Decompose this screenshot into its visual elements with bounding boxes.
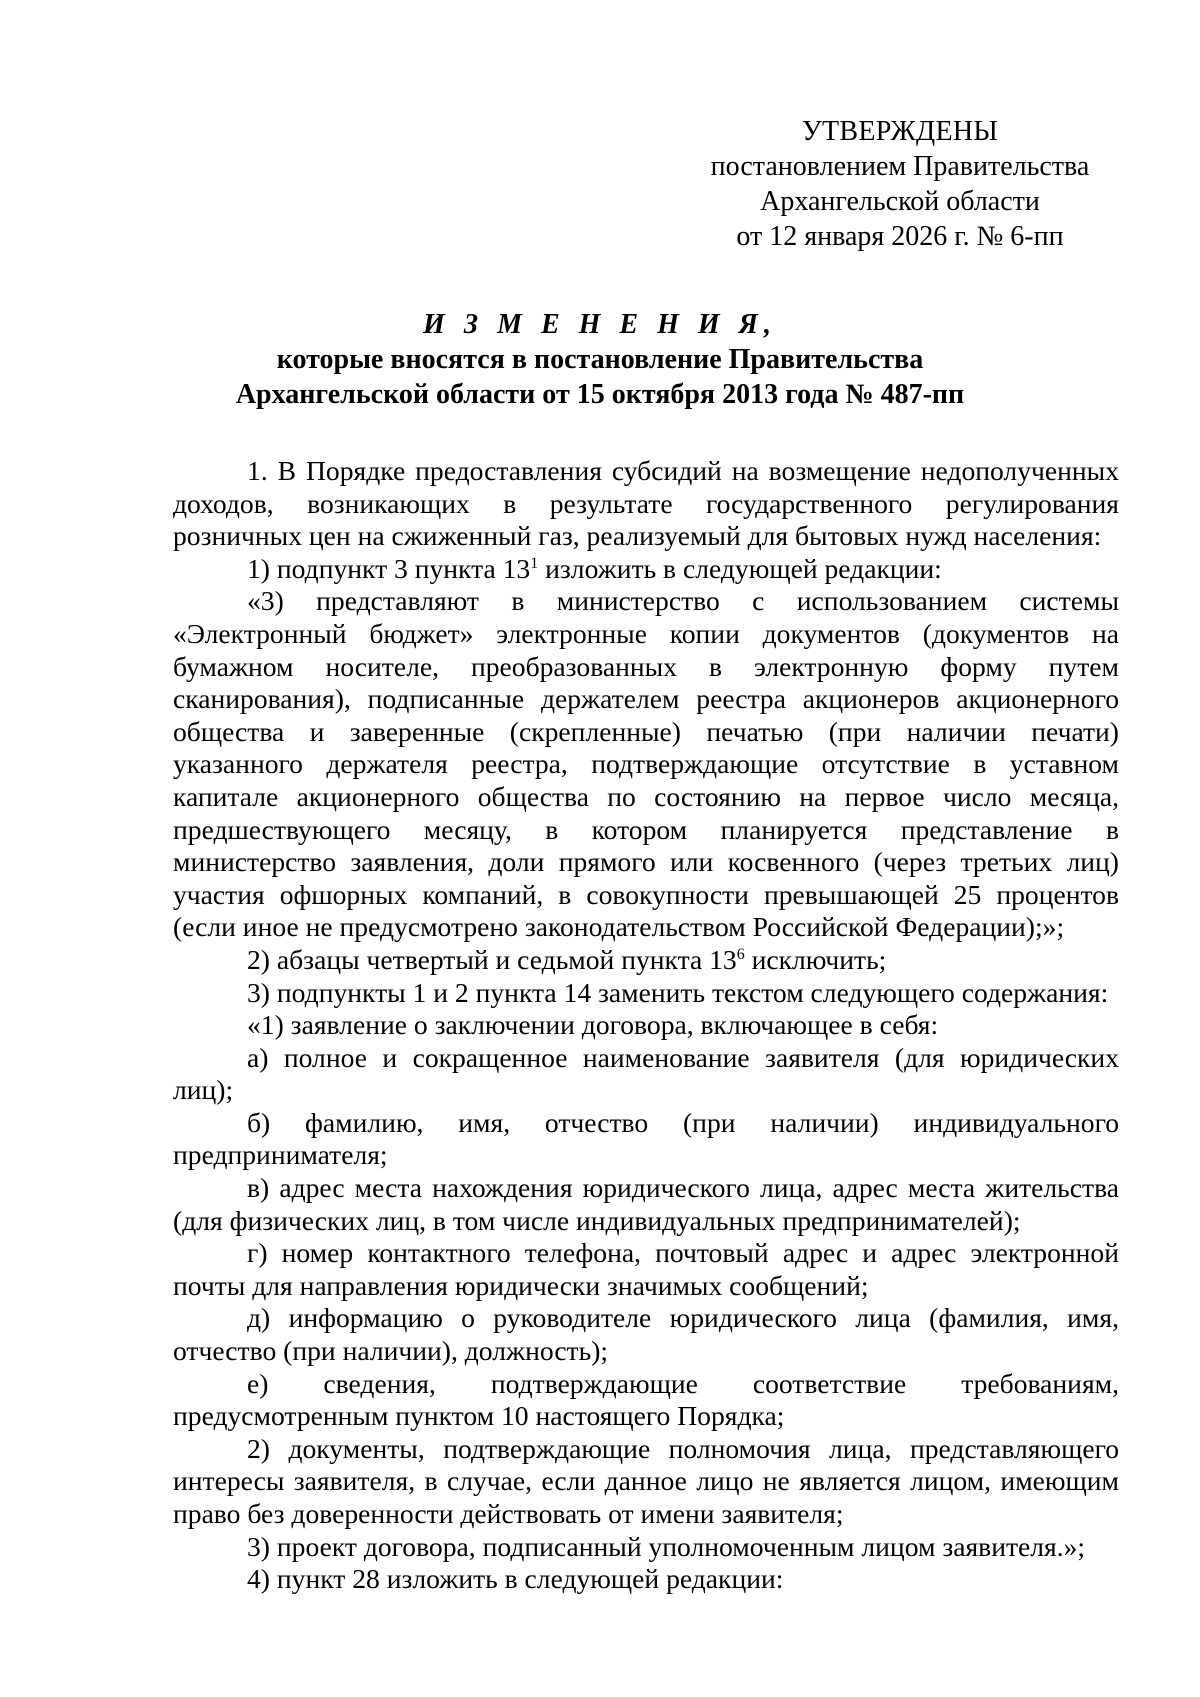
approval-line-authority: постановлением Правительства <box>710 151 1090 182</box>
document-title <box>100 307 1100 412</box>
paragraph-14: 3) проект договора, подписанный уполномоченным лицом заявителя.»; <box>247 1530 1086 1562</box>
paragraph-3: «3) представляют в министерство с использованием системы «Электронный бюджет» электронные копии документов (документов на бумажном носителе, преобразованных в электронную форму путем сканирования), подписанные держателем реестра акционеров акционерного общества и заверенные (скрепленные) печатью (при наличии печати) указанного держателя реестра, подтверждающие отсутствие в уставном капитале акционерного общества по состоянию на первое число месяца, предшествующего месяцу, в котором планируется представление в министерство заявления, доли прямого или косвенного (через третьих лиц) участия офшорных компаний, в совокупности превышающей 25 процентов (если иное не предусмотрено законодательством Российской Федерации);»; <box>173 585 1119 943</box>
approval-heading: УТВЕРЖДЕНЫ <box>801 116 999 147</box>
paragraph-2-text-start: 1) подпункт 3 пункта 13 <box>247 552 531 584</box>
paragraph-2 <box>173 553 1119 586</box>
paragraph-4-text-start: 2) абзацы четвертый и седьмой пункта 13 <box>247 943 737 975</box>
document-body <box>173 455 1119 1596</box>
paragraph-12: е) сведения, подтверждающие соответствие требованиям, предусмотренным пунктом 10 настоящего Порядка; <box>173 1367 1119 1432</box>
paragraph-2-superscript: 1 <box>530 554 539 572</box>
title-line-2: которые вносятся в постановление Правительства <box>276 344 924 375</box>
paragraph-8: б) фамилию, имя, отчество (при наличии) индивидуального предпринимателя; <box>173 1106 1119 1171</box>
approval-stamp <box>700 114 1100 254</box>
paragraph-10: г) номер контактного телефона, почтовый адрес и адрес электронной почты для направления юридически значимых сообщений; <box>173 1237 1119 1301</box>
title-line-3: Архангельской области от 15 октября 2013 года № 487-пп <box>235 379 965 410</box>
paragraph-5: 3) подпункты 1 и 2 пункта 14 заменить текстом следующего содержания: <box>247 976 1109 1008</box>
paragraph-15: 4) пункт 28 изложить в следующей редакции: <box>247 1563 784 1595</box>
paragraph-4 <box>173 944 1119 977</box>
approval-line-date: от 12 января 2026 г. № 6-пп <box>736 221 1064 252</box>
paragraph-1: 1. В Порядке предоставления субсидий на возмещение недополученных доходов, возникающих в результате государственного регулирования розничных цен на сжиженный газ, реализуемый для бытовых нужд населения: <box>173 455 1119 552</box>
paragraph-9: в) адрес места нахождения юридического лица, адрес места жительства (для физических лиц, в том числе индивидуальных предпринимателей); <box>173 1172 1119 1236</box>
title-heading: И З М Е Н Е Н И Я, <box>423 309 777 340</box>
paragraph-13: 2) документы, подтверждающие полномочия лица, представляющего интересы заявителя, в случае, если данное лицо не является лицом, имеющим право без доверенности действовать от имени заявителя; <box>173 1432 1119 1529</box>
paragraph-4-superscript: 6 <box>736 945 745 963</box>
paragraph-4-text-end: исключить; <box>744 943 887 975</box>
paragraph-11: д) информацию о руководителе юридического лица (фамилия, имя, отчество (при наличии), должность); <box>173 1302 1119 1367</box>
approval-line-region: Архангельской области <box>760 186 1040 217</box>
paragraph-2-text-end: изложить в следующей редакции: <box>538 552 942 584</box>
paragraph-7: а) полное и сокращенное наименование заявителя (для юридических лиц); <box>173 1041 1119 1106</box>
paragraph-6: «1) заявление о заключении договора, включающее в себя: <box>247 1009 939 1041</box>
